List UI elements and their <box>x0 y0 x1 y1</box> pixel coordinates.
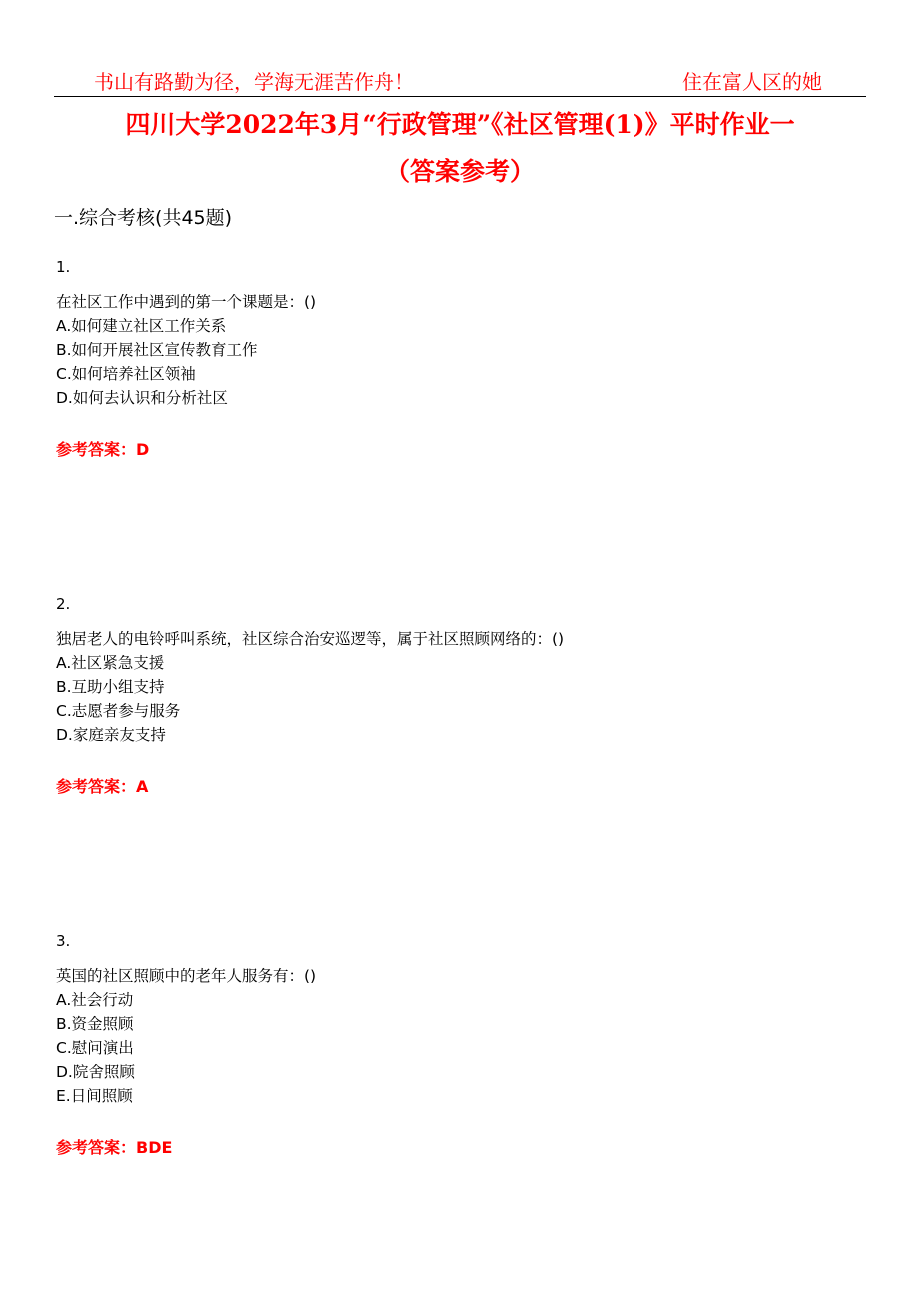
option-c: C.志愿者参与服务 <box>56 702 181 720</box>
option-d: D.如何去认识和分析社区 <box>56 389 228 407</box>
document-title: 四川大学2022年3月“行政管理”《社区管理(1)》平时作业一 <box>125 110 795 139</box>
option-b: B.互助小组支持 <box>56 678 165 696</box>
question-number: 1. <box>56 258 71 276</box>
option-b: B.如何开展社区宣传教育工作 <box>56 341 258 359</box>
option-a: A.社区紧急支援 <box>56 654 165 672</box>
question-stem: 英国的社区照顾中的老年人服务有：() <box>56 967 317 985</box>
question-number: 3. <box>56 932 71 950</box>
option-c: C.慰问演出 <box>56 1039 134 1057</box>
question-number: 2. <box>56 595 71 613</box>
option-b: B.资金照顾 <box>56 1015 134 1033</box>
option-c: C.如何培养社区领袖 <box>56 365 196 383</box>
answer-key: 参考答案：A <box>56 777 149 796</box>
option-e: E.日间照顾 <box>56 1087 133 1105</box>
option-d: D.家庭亲友支持 <box>56 726 166 744</box>
answer-key: 参考答案：BDE <box>56 1138 173 1157</box>
option-a: A.如何建立社区工作关系 <box>56 317 227 335</box>
header-motto-right: 住在富人区的她 <box>682 70 822 94</box>
question-stem: 在社区工作中遇到的第一个课题是：() <box>56 293 317 311</box>
page-header <box>54 62 866 97</box>
header-motto-left: 书山有路勤为径，学海无涯苦作舟！ <box>94 70 414 94</box>
question-stem: 独居老人的电铃呼叫系统，社区综合治安巡逻等，属于社区照顾网络的：() <box>56 630 565 648</box>
document-subtitle: （答案参考） <box>384 157 535 186</box>
section-heading: 一.综合考核(共45题) <box>54 207 233 229</box>
option-d: D.院舍照顾 <box>56 1063 135 1081</box>
option-a: A.社会行动 <box>56 991 134 1009</box>
answer-key: 参考答案：D <box>56 440 150 459</box>
